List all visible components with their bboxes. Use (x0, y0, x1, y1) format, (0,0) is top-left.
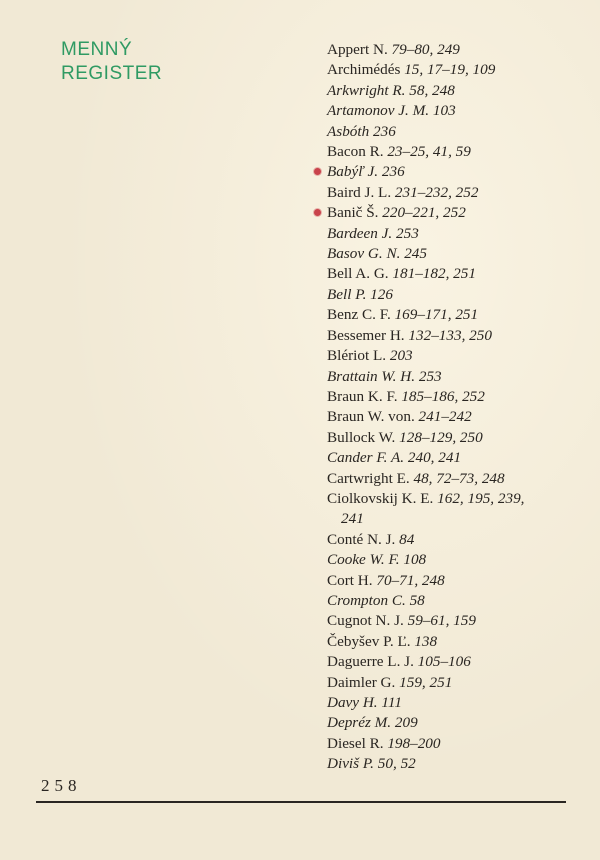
index-entry (327, 550, 524, 570)
entry-pages: 126 (370, 285, 393, 303)
index-entry (327, 305, 524, 325)
index-entry (327, 203, 524, 223)
entry-name: Conté N. J. (327, 530, 396, 548)
entry-pages: 48, 72–73, 248 (413, 469, 505, 487)
entry-pages: 58, 248 (409, 81, 455, 99)
entry-name: Daguerre L. J. (327, 653, 414, 671)
entry-name: Braun W. von. (327, 408, 415, 426)
entry-name: Cartwright E. (327, 469, 410, 487)
entry-pages: 198–200 (387, 734, 441, 752)
entry-pages-continuation: 241 (341, 510, 364, 528)
entry-name: Cooke W. F. (327, 551, 400, 569)
entry-pages: 138 (414, 632, 438, 650)
entry-pages: 181–182, 251 (392, 265, 476, 283)
index-entry (327, 489, 524, 530)
index-entry (327, 285, 524, 305)
entry-pages: 132–133, 250 (408, 326, 492, 344)
entry-name: Asbóth (327, 122, 370, 140)
entry-pages: 253 (418, 367, 442, 385)
entry-pages: 79–80, 249 (391, 41, 460, 58)
index-entry (327, 713, 524, 733)
entry-pages: 15, 17–19, 109 (404, 61, 496, 79)
entry-name: Cort H. (327, 571, 373, 589)
entry-pages: 84 (399, 530, 415, 548)
entry-name: Diviš P. (327, 755, 374, 773)
entry-name: Bell P. (327, 285, 367, 303)
index-entry (327, 611, 524, 631)
entry-name: Babýľ J. (327, 163, 379, 181)
index-entry (327, 387, 524, 407)
entry-name: Appert N. (327, 41, 388, 58)
index-entry (327, 367, 524, 387)
index-entry (327, 40, 524, 60)
entry-pages: 23–25, 41, 59 (387, 143, 471, 161)
entry-pages: 253 (396, 224, 419, 242)
red-mark-icon (314, 168, 321, 175)
entry-name: Blériot L. (327, 347, 387, 365)
index-entry (327, 60, 524, 80)
index-heading (61, 38, 162, 86)
entry-name: Bessemer H. (327, 326, 405, 344)
entry-name: Basov G. N. (327, 245, 401, 263)
index-entry (327, 693, 524, 713)
index-entry (327, 244, 524, 264)
page-number: 258 (41, 776, 82, 795)
entry-name: Banič Š. (327, 204, 379, 222)
entry-pages: 236 (373, 122, 396, 140)
entry-name: Bullock W. (327, 428, 396, 446)
index-entry (327, 571, 524, 591)
index-entry (327, 734, 524, 754)
entry-pages: 50, 52 (377, 755, 416, 773)
entry-name: Braun K. F. (327, 387, 398, 405)
entry-name: Ciolkovskij K. E. (327, 489, 434, 507)
index-entries (327, 40, 524, 775)
index-entry (327, 142, 524, 162)
entry-pages: 59–61, 159 (407, 612, 476, 630)
index-entry (327, 264, 524, 284)
entry-name: Diesel R. (327, 734, 384, 752)
entry-pages: 185–186, 252 (401, 387, 485, 405)
entry-name: Crompton C. (327, 591, 406, 609)
entry-pages: 245 (404, 245, 427, 263)
entry-pages: 111 (381, 694, 402, 711)
index-entry (327, 407, 524, 427)
heading-line-2: REGISTER (61, 63, 163, 84)
index-entry (327, 632, 524, 652)
entry-name: Brattain W. H. (327, 367, 416, 385)
index-entry (327, 469, 524, 489)
entry-name: Archimédés (327, 61, 401, 79)
index-entry (327, 326, 524, 346)
entry-name: Davy H. (327, 694, 378, 711)
footer-rule (36, 801, 566, 803)
index-entry (327, 183, 524, 203)
entry-pages: 220–221, 252 (382, 204, 466, 222)
entry-pages: 241–242 (418, 408, 472, 426)
entry-name: Čebyšev P. Ľ. (327, 632, 411, 650)
index-entry (327, 122, 524, 142)
entry-pages: 169–171, 251 (394, 306, 479, 324)
entry-pages: 159, 251 (399, 673, 453, 691)
index-entry (327, 224, 524, 244)
index-entry (327, 530, 524, 550)
entry-name: Benz C. F. (327, 306, 391, 324)
index-entry (327, 754, 524, 774)
entry-pages: 103 (432, 102, 456, 120)
entry-pages: 209 (394, 714, 418, 732)
entry-name: Cander F. A. (327, 449, 405, 467)
entry-pages: 162, 195, 239, (437, 489, 525, 507)
red-mark-icon (314, 209, 321, 216)
index-entry (327, 81, 524, 101)
entry-name: Cugnot N. J. (327, 612, 404, 630)
entry-name: Bardeen J. (327, 224, 393, 242)
entry-name: Bell A. G. (327, 265, 389, 283)
entry-pages: 108 (403, 551, 427, 569)
index-entry (327, 101, 524, 121)
index-entry (327, 428, 524, 448)
entry-name: Artamonov J. M. (327, 102, 430, 120)
entry-name: Daimler G. (327, 673, 396, 691)
entry-pages: 105–106 (417, 653, 471, 671)
entry-pages: 58 (409, 591, 425, 609)
index-entry (327, 448, 524, 468)
index-entry (327, 673, 524, 693)
heading-line-1: MENNÝ (61, 39, 133, 60)
entry-pages: 203 (389, 347, 413, 365)
entry-name: Bacon R. (327, 143, 384, 161)
entry-pages: 231–232, 252 (394, 183, 479, 201)
index-entry (327, 652, 524, 672)
entry-name: Baird J. L. (327, 183, 392, 201)
entry-pages: 236 (381, 163, 405, 181)
entry-name: Arkwright R. (327, 81, 406, 99)
entry-pages: 70–71, 248 (376, 571, 445, 589)
entry-pages: 240, 241 (407, 449, 462, 467)
index-entry (327, 346, 524, 366)
index-entry (327, 162, 524, 182)
entry-name: Depréz M. (327, 714, 392, 732)
index-entry (327, 591, 524, 611)
entry-pages: 128–129, 250 (399, 428, 483, 446)
